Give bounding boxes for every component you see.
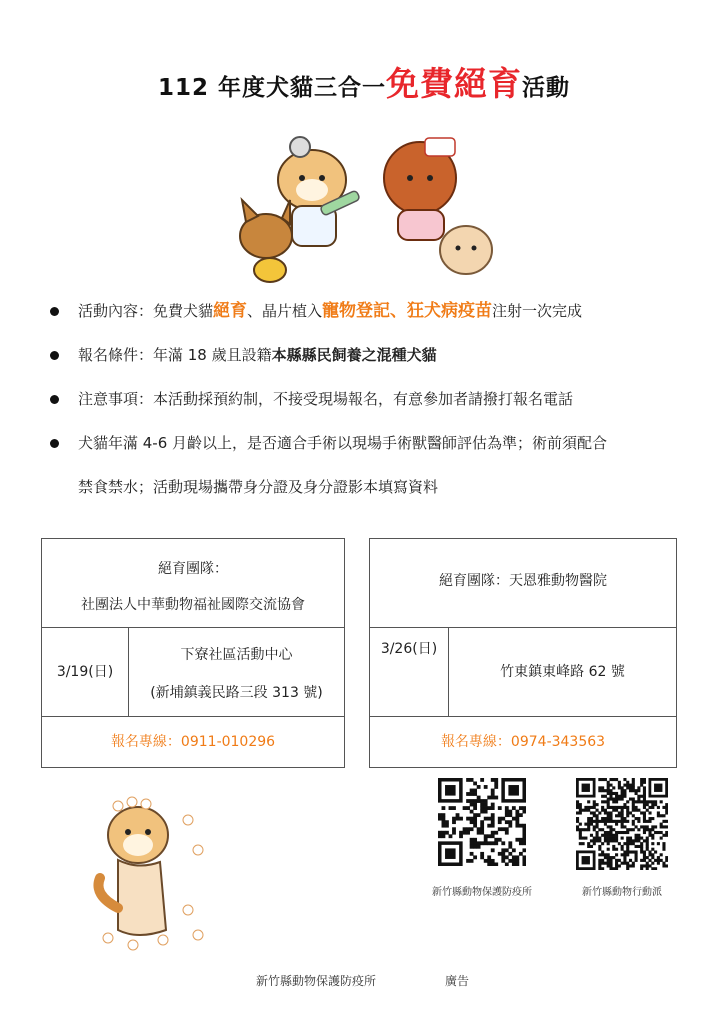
- nurse-poodle-illustration: [384, 138, 456, 240]
- title-prefix: 112 年度犬貓三合一: [157, 75, 387, 101]
- small-dog-illustration: [240, 200, 292, 282]
- bullet-dot: [50, 395, 59, 404]
- event-card-2: [369, 538, 677, 768]
- list-item-content: 活動內容：免費犬貓絕育、晶片植入寵物登記、狂犬病疫苗注射一次完成: [48, 300, 708, 322]
- qr-code-2[interactable]: [576, 778, 668, 870]
- cartoon-pets-illustration: [220, 130, 520, 290]
- qr-caption-2: 新竹縣動物行動派: [582, 887, 662, 898]
- event-date: 3/19(日): [56, 664, 114, 680]
- venue-cell: [129, 628, 344, 716]
- phone-hotline: 報名專線：0974-343563: [440, 734, 606, 750]
- event-card-1: [41, 538, 345, 768]
- bullet-dot: [50, 439, 59, 448]
- event-date: 3/26(日): [380, 641, 438, 657]
- phone-hotline: 報名專線：0911-010296: [110, 734, 276, 750]
- team-name: 社團法人中華動物福祉國際交流協會: [81, 597, 305, 613]
- list-item-eligibility: 報名條件：年滿 18 歲且設籍本縣縣民飼養之混種犬貓: [48, 344, 708, 366]
- team-label: 絕育團隊：: [158, 561, 228, 577]
- team-name: 絕育團隊：天恩雅動物醫院: [439, 573, 607, 589]
- qr-caption-1: 新竹縣動物保護防疫所: [432, 887, 532, 898]
- bullet-dot: [50, 351, 59, 360]
- footer-org: 新竹縣動物保護防疫所: [256, 974, 377, 988]
- title-highlight: 免費絕育: [386, 64, 523, 103]
- venue-name: 下寮社區活動中心: [180, 647, 293, 663]
- footer-ad-label: 廣告: [445, 974, 470, 988]
- team-cell: [42, 539, 344, 627]
- info-list: [48, 300, 708, 520]
- page-title: [0, 58, 728, 105]
- mascot-dog-with-flowers-illustration: [88, 790, 228, 955]
- bullet-dot: [50, 307, 59, 316]
- bulldog-illustration: [440, 226, 492, 274]
- list-item-notice: 注意事項：本活動採預約制，不接受現場報名，有意參加者請撥打報名電話: [48, 388, 708, 410]
- venue-address: (新埔鎮義民路三段 313 號): [150, 685, 323, 701]
- qr-code-1[interactable]: [438, 778, 526, 866]
- title-suffix: 活動: [522, 75, 571, 101]
- venue-address: 竹東鎮東峰路 62 號: [500, 664, 625, 680]
- list-item-age-requirement: 犬貓年滿 4-6 月齡以上，是否適合手術以現場手術獸醫師評估為準；術前須配合 禁食禁水；活動現場攜帶身分證及身分證影本填寫資料: [48, 432, 708, 498]
